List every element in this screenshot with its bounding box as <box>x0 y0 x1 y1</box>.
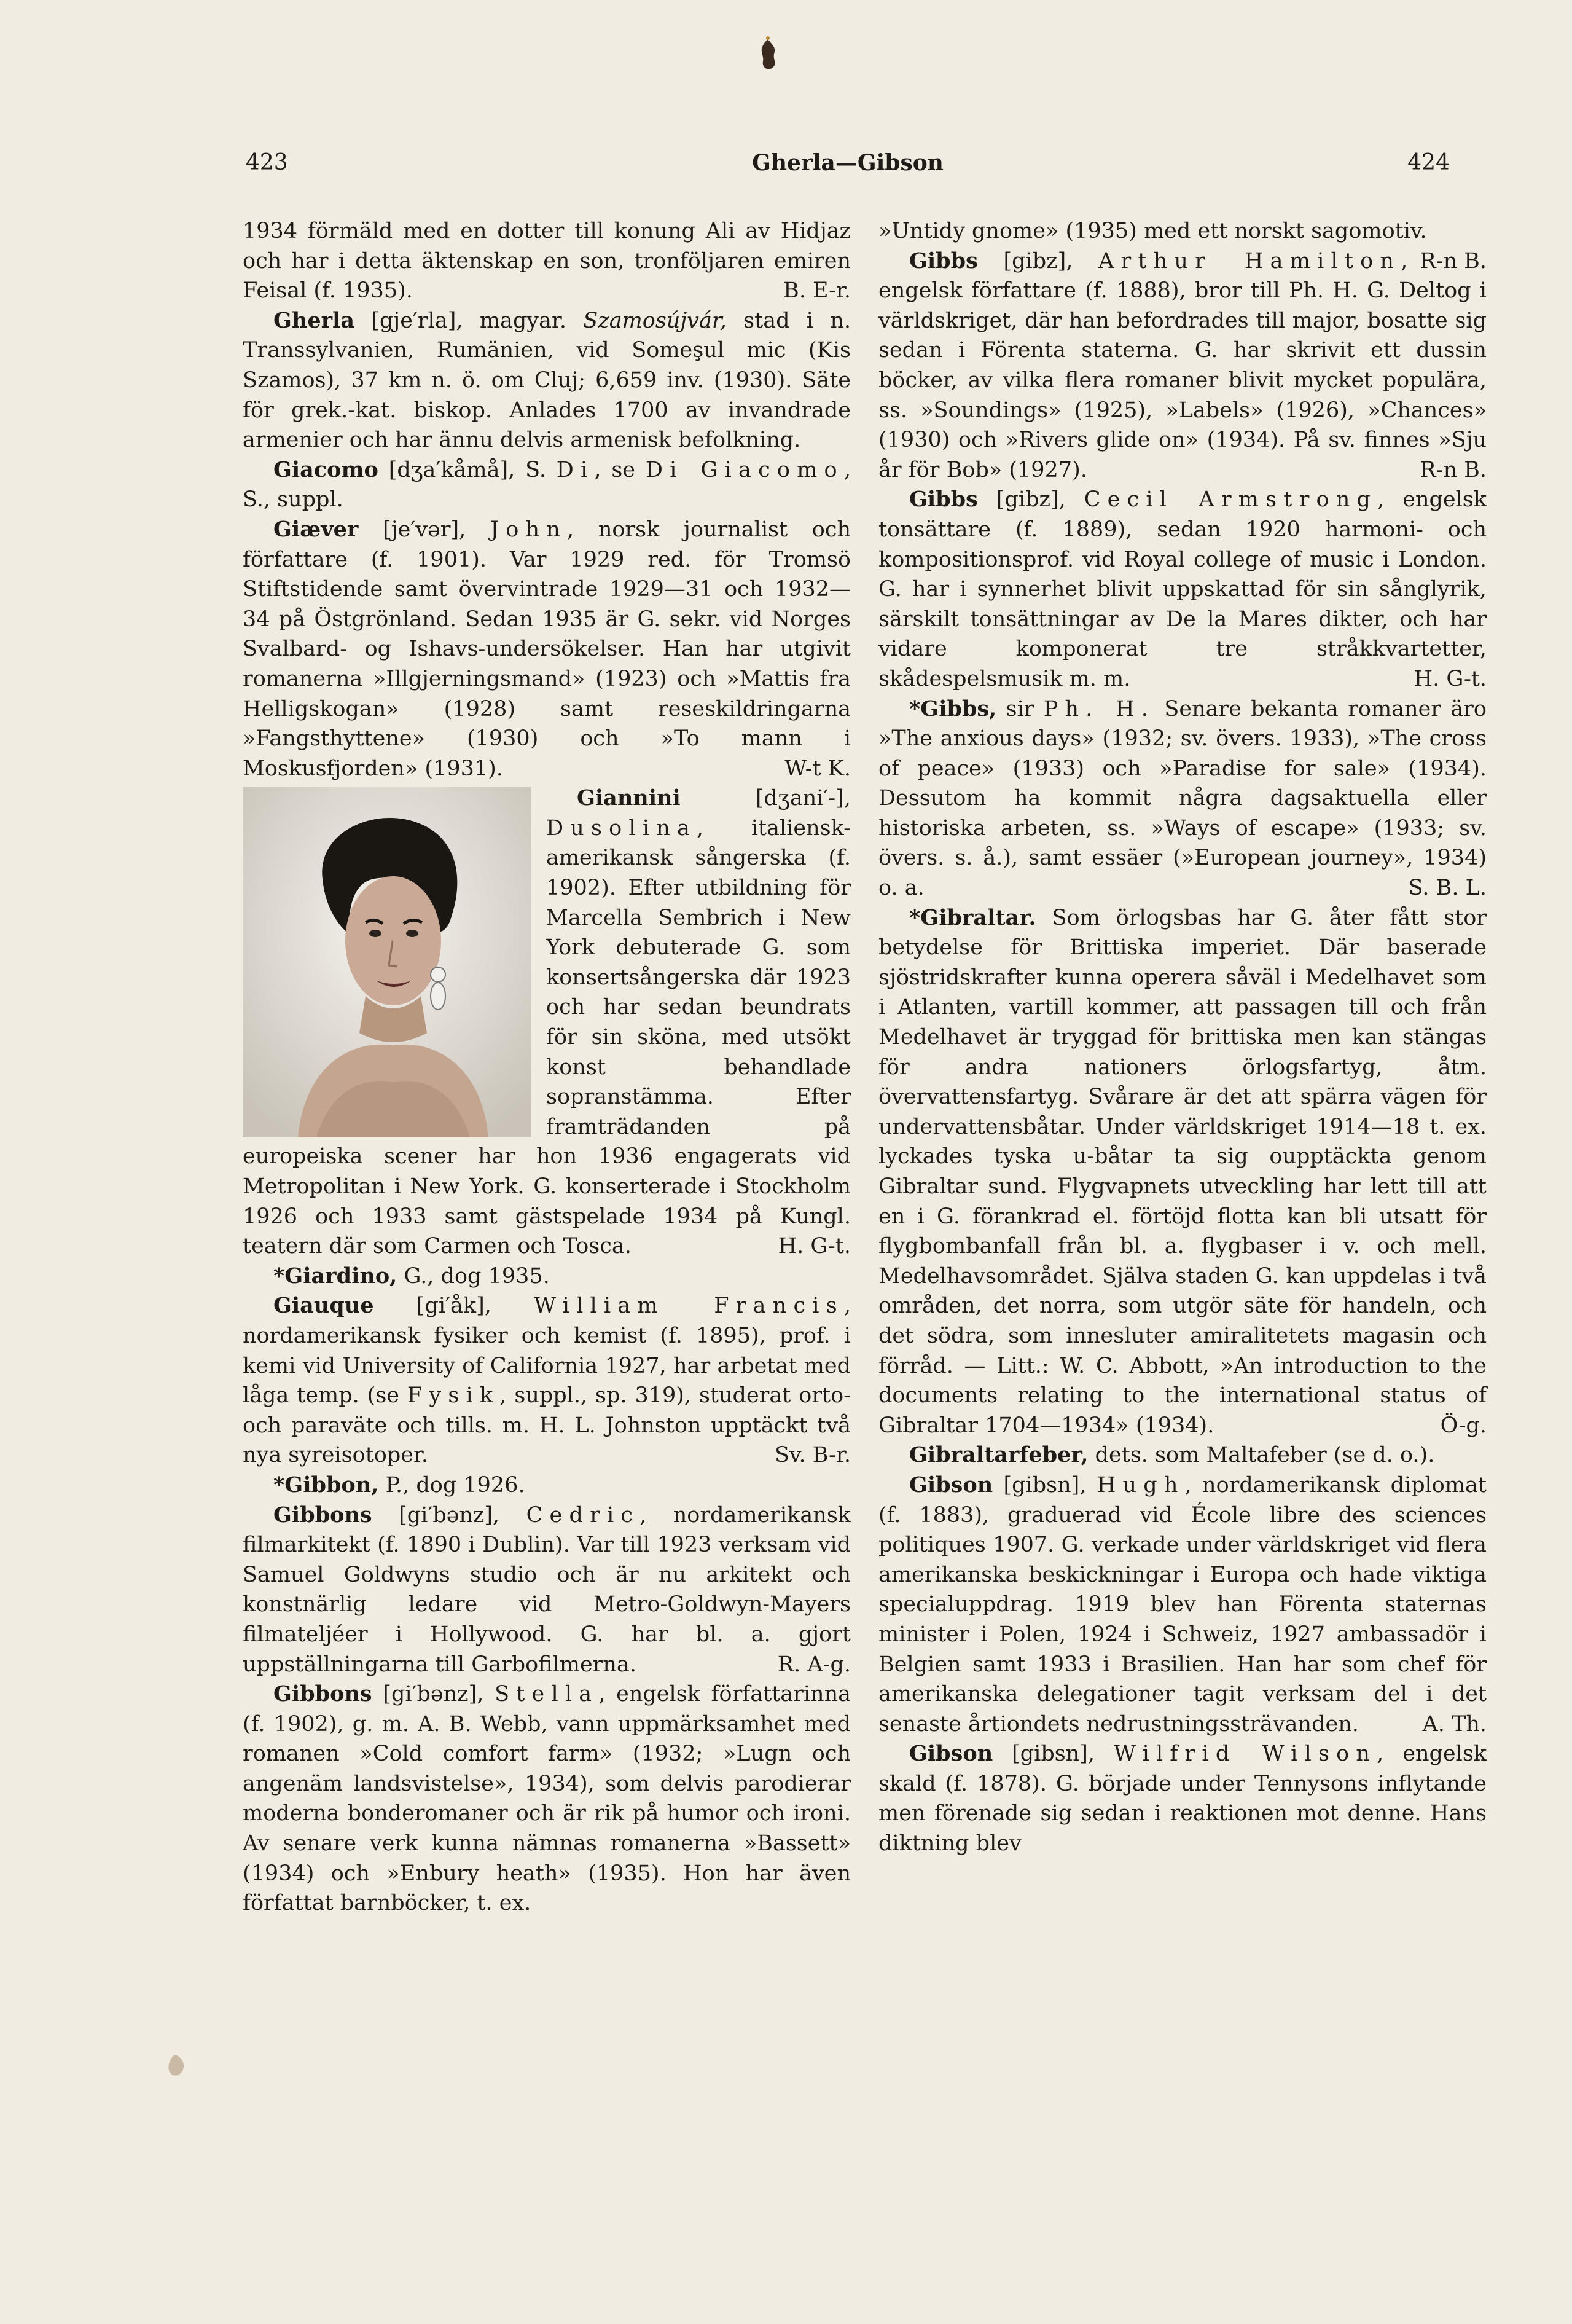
encyclopedia-entry <box>243 1262 851 1292</box>
entry-text: [je′vər], <box>358 517 490 542</box>
entry-text: , suppl., sp. 319), studerat orto- och paraväte och tills. m. H. L. Johnston upptäckt två nya syreisotoper. <box>243 1383 851 1468</box>
author-signature: A. Th. <box>1422 1711 1487 1737</box>
entry-text: , engelsk skald (f. 1878). G. började under Tennysons inflytande men förenade sig sedan i reaktionen mot denne. Hans diktning blev <box>878 1741 1487 1856</box>
encyclopedia-entry <box>878 1440 1487 1470</box>
entry-headword: Gibbs <box>909 248 978 273</box>
encyclopedia-entry <box>878 694 1487 903</box>
author-signature: Sv. B-r. <box>774 1443 851 1468</box>
entry-text: Senare bekanta romaner äro »The anxious days» (1932; sv. övers. 1933), »The cross of peace» (1933) och »Paradise for sale» (1934). Dessutom ha kommit några dagsaktuella eller historiska arbeten, ss. »Ways of escape» (1933; sv. övers. s. å.), samt essäer (»European journey», 1934) o. a. <box>878 696 1487 901</box>
entry-text: [gi′bənz], <box>372 1502 526 1528</box>
entry-italic-name: Szamosújvár, <box>583 308 727 333</box>
author-signature: R-n B. <box>1420 248 1487 273</box>
entry-spaced-name: Di <box>556 457 595 482</box>
author-signature: W-t K. <box>784 756 851 781</box>
entry-text: , nordamerikansk filmarkitekt (f. 1890 i Dublin). Var till 1923 verksam vid Samuel Goldwyns studio och är nu arkitekt och konstnärlig ledare vid Metro-Goldwyn-Mayers filmateljéer i Hollywood. G. har bl. a. gjort uppställningarna till Garbofilmerna. <box>243 1502 851 1677</box>
page-number-right: 424 <box>1407 150 1450 175</box>
entry-spaced-name: Wilfrid Wilson <box>1114 1741 1377 1767</box>
entry-headword: Gibbons <box>273 1681 372 1707</box>
entry-headword: Giæver <box>273 516 359 542</box>
entry-text: 1934 förmäld med en dotter till konung Ali av Hidjaz och har i detta äktenskap en son, tronföljaren emiren Feisal (f. 1935). <box>243 219 851 304</box>
entry-text: , nordamerikansk fysiker och kemist (f. 1895), prof. i kemi vid University of California 1927, har arbetat med låga temp. (se <box>243 1294 851 1408</box>
encyclopedia-entry <box>243 216 851 306</box>
entry-text: [gibsn], <box>993 1741 1114 1767</box>
encyclopedia-entry <box>243 1501 851 1680</box>
running-title: Gherla—Gibson <box>752 150 944 176</box>
entry-text: , se <box>594 457 646 482</box>
entry-headword: Gibson <box>909 1472 993 1498</box>
entry-headword: Gherla <box>273 307 355 333</box>
entry-headword: Giacomo <box>273 457 378 482</box>
encyclopedia-entry <box>243 515 851 783</box>
entry-text: sir <box>996 696 1044 721</box>
entry-text: , engelsk författare (f. 1888), bror till Ph. H. G. Deltog i världskriget, där han befordrades till major, bosatte sig sedan i Förenta staterna. G. har skrivit ett dussin böcker, av vilka flera romaner blivit mycket populära, ss. »Soundings» (1925), »Labels» (1926), »Chances» (1930) och »Rivers glide on» (1934). På sv. finnes »Sju år för Bob» (1927). <box>878 248 1487 482</box>
entry-spaced-name: Cecil Armstrong <box>1084 487 1378 512</box>
entry-text: , S., suppl. <box>243 457 851 512</box>
entry-spaced-name: Hugh <box>1097 1472 1185 1498</box>
entry-headword: Gibraltarfeber, <box>909 1442 1089 1468</box>
entry-text: [gibz], <box>977 487 1084 512</box>
encyclopedia-entry <box>243 1679 851 1918</box>
entry-headword: Giannini <box>577 785 681 811</box>
entry-text: [gi′åk], <box>373 1294 534 1319</box>
margin-stain-icon <box>161 2051 190 2081</box>
entry-headword: *Gibbs, <box>909 696 997 721</box>
entry-text: , engelsk författarinna (f. 1902), g. m. A. B. Webb, vann uppmärksamhet med romanen »Cold comfort farm» (1932; »Lugn och angenäm landsvistelse», 1934), som delvis parodierar moderna bonderomaner och är rik på humor och ironi. Av senare verk kunna nämnas romanerna »Bassett» (1934) och »Enbury heath» (1935). Hon har även författat barnböcker, t. ex. <box>243 1682 851 1916</box>
author-signature: R. A-g. <box>777 1652 851 1677</box>
ink-blot-ornament-icon <box>749 36 786 73</box>
entry-spaced-ref: Di Giacomo <box>645 457 844 482</box>
entry-text: [dʒa′kåmå], S. <box>378 457 557 482</box>
singer-portrait-icon <box>243 787 531 1137</box>
entry-text: [gje′rla], magyar. <box>354 308 584 333</box>
entry-spaced-name: Arthur Hamilton <box>1098 248 1401 273</box>
entry-spaced-ref: Fysik <box>407 1383 500 1408</box>
encyclopedia-entry <box>878 485 1487 694</box>
entry-headword: *Gibraltar. <box>909 905 1036 930</box>
encyclopedia-entry <box>878 1470 1487 1739</box>
encyclopedia-entry <box>878 246 1487 485</box>
entry-text: P., dog 1926. <box>378 1472 525 1498</box>
encyclopedia-entry <box>243 783 851 1262</box>
author-signature: S. B. L. <box>1408 876 1487 901</box>
entry-spaced-name: Dusolina <box>546 815 697 841</box>
entry-headword: Giauque <box>273 1293 374 1319</box>
page-number-left: 423 <box>246 150 288 175</box>
entry-spaced-name: Stella <box>495 1682 599 1707</box>
entry-text: [gibsn], <box>993 1472 1097 1498</box>
encyclopedia-entry <box>878 903 1487 1441</box>
entry-text: [dʒani′-], <box>680 786 851 811</box>
entry-headword: *Gibbon, <box>273 1472 379 1498</box>
encyclopedia-entry <box>243 306 851 455</box>
entry-text: , engelsk tonsättare (f. 1889), sedan 1920 harmoni- och kompositionsprof. vid Royal college of music i London. G. har i synnerhet blivit uppskattad för sin sånglyrik, särskilt tonsättningar av De la Mares dikter, och har vidare komponerat tre stråkkvartetter, skådespelsmusik m. m. <box>878 487 1487 691</box>
entry-headword: Gibbs <box>909 487 978 512</box>
encyclopedia-entry <box>243 1291 851 1470</box>
entry-spaced-name: Cedric <box>526 1502 640 1528</box>
right-column <box>878 216 1487 1859</box>
author-signature: B. E-r. <box>783 278 851 304</box>
running-header <box>246 150 1450 187</box>
entry-text: G., dog 1935. <box>397 1263 550 1289</box>
entry-text: stad i n. Transsylvanien, Rumänien, vid Someşul mic (Kis Szamos), 37 km n. ö. om Cluj; 6,659 inv. (1930). Säte för grek.-kat. biskop. Anlades 1700 av invandrade armenier och har ännu delvis armenisk befolkning. <box>243 308 851 453</box>
entry-spaced-name: William Francis <box>534 1294 844 1319</box>
encyclopedia-entry <box>243 455 851 515</box>
author-signature: R-n B. <box>1420 457 1487 482</box>
entry-text: , italiensk-amerikansk sångerska (f. 1902). Efter utbildning för Marcella Sembrich i New York debuterade G. som konsertsångerska där 1923 och har sedan beundrats för sin sköna, med utsökt konst behandlade sopranstämma. Efter framträdanden på europeiska scener har hon 1936 engagerats vid Metropolitan i New York. G. konserterade i Stockholm 1926 och 1933 samt gästspelade 1934 på Kungl. teatern där som Carmen och Tosca. <box>243 815 851 1259</box>
left-column <box>243 216 851 1918</box>
entry-headword: Gibbons <box>273 1502 372 1528</box>
author-signature: Ö-g. <box>1440 1413 1487 1438</box>
entry-text: »Untidy gnome» (1935) med ett norskt sagomotiv. <box>878 219 1427 243</box>
portrait-photo <box>243 787 531 1137</box>
author-signature: H. G-t. <box>1414 666 1487 691</box>
encyclopedia-entry <box>243 1470 851 1501</box>
entry-text: [gi′bənz], <box>372 1682 495 1707</box>
entry-text: dets. som Maltafeber (se d. o.). <box>1088 1443 1435 1468</box>
entry-headword: *Giardino, <box>273 1263 397 1289</box>
entry-text: [gibz], <box>977 248 1098 273</box>
entry-spaced-name: Ph. H. <box>1043 696 1156 721</box>
entry-text: , norsk journalist och författare (f. 1901). Var 1929 red. för Tromsö Stiftstidende samt övervintrade 1929—31 och 1932—34 på Östgrönland. Sedan 1935 är G. sekr. vid Norges Svalbard- og Ishavs-undersökelser. Han har utgivit romanerna »Illgjerningsmand» (1923) och »Mattis fra Helligskogan» (1928) samt reseskildringarna »Fangsthyttene» (1930) och »To mann i Moskusfjorden» (1931). <box>243 517 851 781</box>
entry-text: , nordamerikansk diplomat (f. 1883), graduerad vid École libre des sciences politiques 1907. G. verkade under världskriget vid flera amerikanska beskickningar i Europa och hade viktiga specialuppdrag. 1919 blev han Förenta staternas minister i Polen, 1924 i Schweiz, 1927 ambassadör i Belgien samt 1933 i Brasilien. Han har som chef för amerikanska delegationer tagit verksam del i det senaste årtiondets nedrustningssträvanden. <box>878 1472 1487 1737</box>
entry-spaced-name: John <box>490 517 567 542</box>
encyclopedia-entry <box>878 1739 1487 1858</box>
author-signature: H. G-t. <box>778 1234 851 1259</box>
entry-text: Som örlogsbas har G. åter fått stor betydelse för Brittiska imperiet. Där baserade sjöstridskrafter kunna operera såväl i Medelhavet som i Atlanten, vartill kommer, att passagen till och från Medelhavet är tryggad för brittiska men kan stängas för andra nationers örlogsfartyg, åtm. övervattensfartyg. Svårare är det att spärra vägen för undervattensbåtar. Under världskriget 1914—18 t. ex. lyckades tyska u-båtar ta sig oupptäckta genom Gibraltar sund. Flygvapnets utveckling har lett till att en i G. förankrad el. förtöjd flotta kan bli utsatt för flygbombanfall från bl. a. flygbaser i v. och mell. Medelhavsområdet. Själva staden G. kan uppdelas i två områden, det norra, som utgör säte för handeln, och det södra, som innesluter amiralitetets magasin och förråd. — Litt.: W. C. Abbott, »An introduction to the documents relating to the international status of Gibraltar 1704—1934» (1934). <box>878 905 1487 1438</box>
entry-headword: Gibson <box>909 1741 993 1767</box>
